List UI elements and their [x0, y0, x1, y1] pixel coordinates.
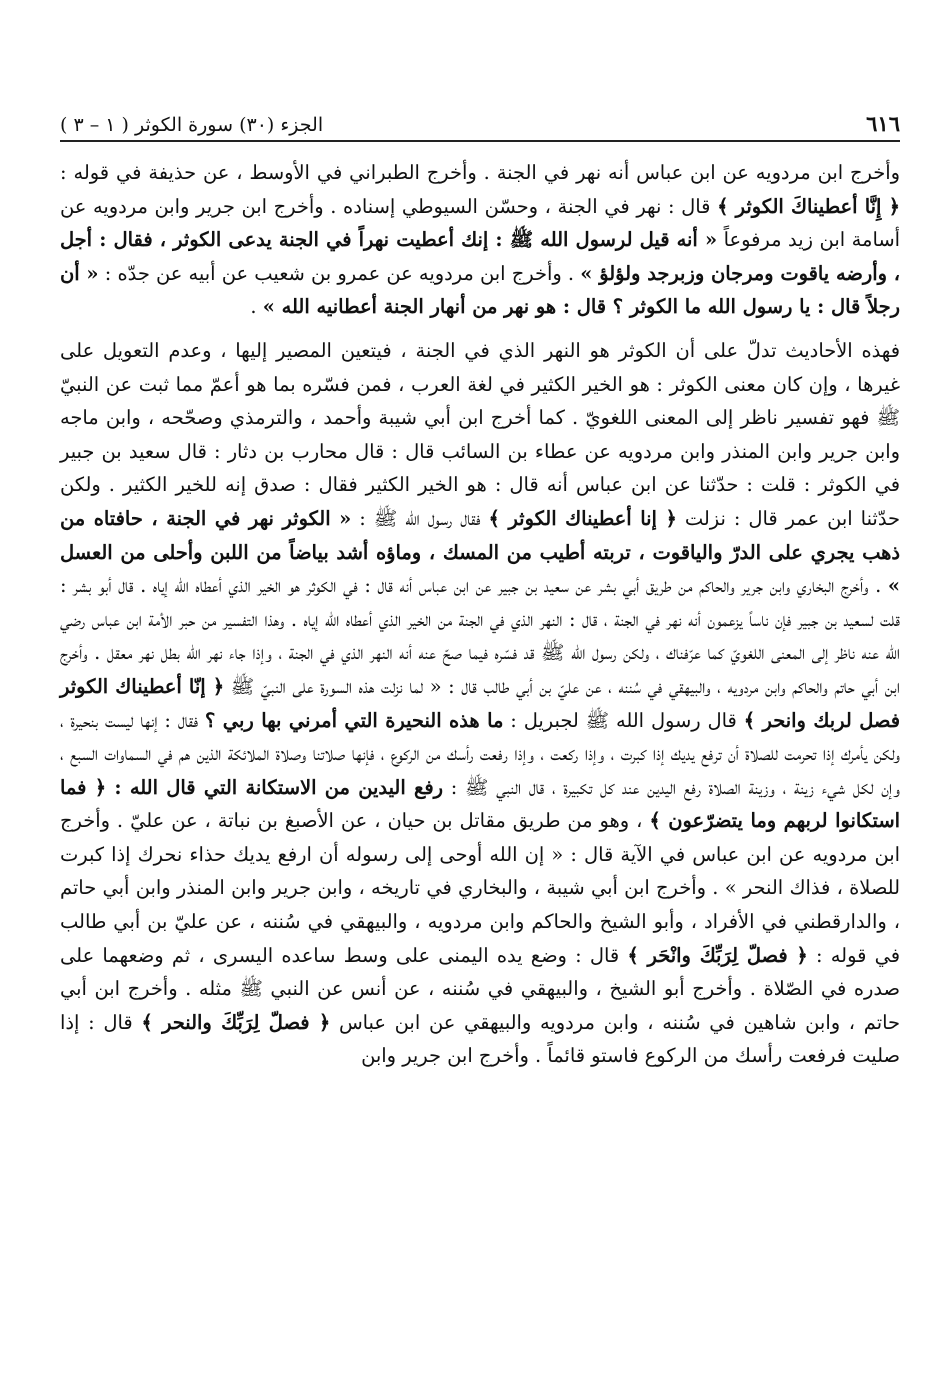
page-header [60, 96, 900, 142]
hadith-quote: « الكوثر نهر في الجنة ، حافتاه من ذهب يجري على الدرّ والياقوت ، تربته أطيب من المسك ، وماؤه أشد بياضاً من اللبن وأحلى من العسل » [60, 506, 900, 598]
page [60, 96, 900, 1073]
hadith-quote: ما هذه النحيرة التي أمرني بها ربي ؟ [205, 708, 504, 732]
quran-quote: ﴿ إنّا أعطيناك الكوثر فصل لربك وانحر ﴾ [60, 674, 900, 732]
text-segment: فهذه الأحاديث تدلّ على أن الكوثر هو النهر الذي في الجنة ، فيتعين المصير إليها ، وعدم التعويل على غيرها ، وإن كان معنى الكوثر : هو الخير الكثير في لغة العرب ، فمن فسّره بما هو أعمّ مما ثبت عن النبيّ ﷺ فهو تفسير ناظر إلى المعنى اللغويّ . كما أخرج ابن أبي شيبة وأحمد ، والترمذي وصحّحه ، وابن ماجه وابن جرير وابن المنذر وابن مردويه عن عطاء بن السائب قال : قال محارب بن دثار : قال سعيد بن جبير في الكوثر : قلت : حدّثنا عن ابن عباس أنه قال : هو الخير الكثير فقال : صدق إنه للخير الكثير . ولكن حدّثنا ابن عمر قال : نزلت [60, 338, 900, 530]
text-segment: فقال رسول الله ﷺ : [351, 506, 489, 530]
quran-quote: ﴿ فصلّ لِرَبِّكَ والنحر ﴾ [141, 1010, 331, 1034]
paragraph [60, 156, 900, 324]
hadith-quote: « أن رجلاً قال : يا رسول الله ما الكوثر ؟ قال : هو نهر من أنهار الجنة أعطانيه الله » [60, 261, 900, 319]
running-title: الجزء (٣٠) سورة الكوثر ( ١ – ٣ ) [60, 114, 324, 136]
quran-quote: ﴿ إنا أعطيناك الكوثر ﴾ [488, 506, 677, 530]
body-text [60, 156, 900, 1073]
hadith-quote: « أنه قيل لرسول الله ﷺ : إنك أعطيت نهراً في الجنة يدعى الكوثر ، فقال : أجل ، وأرضه ياقوت ومرجان وزبرجد ولؤلؤ » [60, 228, 900, 285]
text-segment: قال : نهر في الجنة ، وحسّن السيوطي إسناده . وأخرج ابن جرير وابن مردويه عن أسامة ابن زيد مرفوعاً [60, 194, 900, 252]
paragraph [60, 334, 900, 1073]
text-segment: ، وهو من طريق مقاتل بن حيان ، عن الأصبغ بن نباتة ، عن عليّ . وأخرج ابن مردويه عن ابن عباس في الآية قال : « إن الله أوحى إلى رسوله أن ارفع يديك حذاء نحرك إذا كبرت للصلاة ، فذاك النحر » . وأخرج ابن أبي شيبة ، والبخاري في تاريخه ، وابن جرير وابن المنذر وابن أبي حاتم ، والدارقطني في الأفراد ، وأبو الشيخ والحاكم وابن مردويه ، والبيهقي في سُننه ، عن عليّ بن أبي طالب في قوله : [60, 809, 900, 967]
hadith-quote: رفع اليدين من الاستكانة التي قال الله : ﴿ فما استكانوا لربهم وما يتضرّعون ﴾ [60, 775, 900, 833]
page-number: ٦١٦ [866, 111, 900, 136]
quran-quote: ﴿ فصلّ لِرَبِّكَ وانْحَر ﴾ [627, 943, 808, 967]
text-segment: وأخرج ابن مردويه عن ابن عباس أنه نهر في الجنة . وأخرج الطبراني في الأوسط ، عن حذيفة في قوله : [60, 161, 900, 184]
quran-quote: ﴿ إِنَّا أعطيناكَ الكوثر ﴾ [717, 194, 901, 218]
text-segment: قال رسول الله ﷺ لجبريل : [503, 708, 744, 732]
text-segment: قال : إذا صليت فرفعت رأسك من الركوع فاستو قائماً . وأخرج ابن جرير وابن [60, 1010, 900, 1068]
text-segment: فقال : إنها ليست بنحيرة ، ولكن يأمرك إذا تحرمت للصلاة أن ترفع يديك إذا كبرت ، وإذا ركعت ، وإذا رفعت رأسك من الركوع ، فإنها صلاتنا وصلاة الملائكة الذين هم في السماوات السبع ، وإن لكل شيء زينة ، وزينة الصلاة رفع اليدين عند كل تكبيرة ، قال النبي ﷺ : [60, 708, 900, 799]
text-segment: . وأخرج ابن مردويه عن عمرو بن شعيب عن أبيه عن جدّه : [98, 261, 581, 285]
text-segment: . [250, 295, 263, 319]
text-segment: . وأخرج البخاري وابن جرير والحاكم من طريق أبي بشر عن سعيد بن جبير عن ابن عباس أنه قال : في الكوثر هو الخير الذي أعطاه الله إياه . قال أبو بشر : قلت لسعيد بن جبير فإن ناساً يزعمون أنه نهر في الجنة ، قال : النهر الذي في الجنة من الخير الذي أعطاه الله إياه . وهذا التفسير من حبر الأمة ابن عباس رضي الله عنه ناظر إلى المعنى اللغويّ كما عرّفناك ، ولكن رسول الله ﷺ قد فسّره فيما صحّ عنه أنه النهر الذي في الجنة ، وإذا جاء نهر الله بطل نهر معقل . وأخرج ابن أبي حاتم والحاكم وابن مردويه ، والبيهقي في سُننه ، عن عليّ بن أبي طالب قال : « لما نزلت هذه السورة على النبيّ ﷺ [60, 574, 900, 698]
text-segment: قال : وضع يده اليمنى على وسط ساعده اليسرى ، ثم وضعهما على صدره في الصّلاة . وأخرج أبو الشيخ ، والبيهقي في سُننه ، عن أنس عن النبي ﷺ مثله . وأخرج ابن أبي حاتم ، وابن شاهين في سُننه ، وابن مردويه والبيهقي عن ابن عباس [60, 943, 900, 1034]
